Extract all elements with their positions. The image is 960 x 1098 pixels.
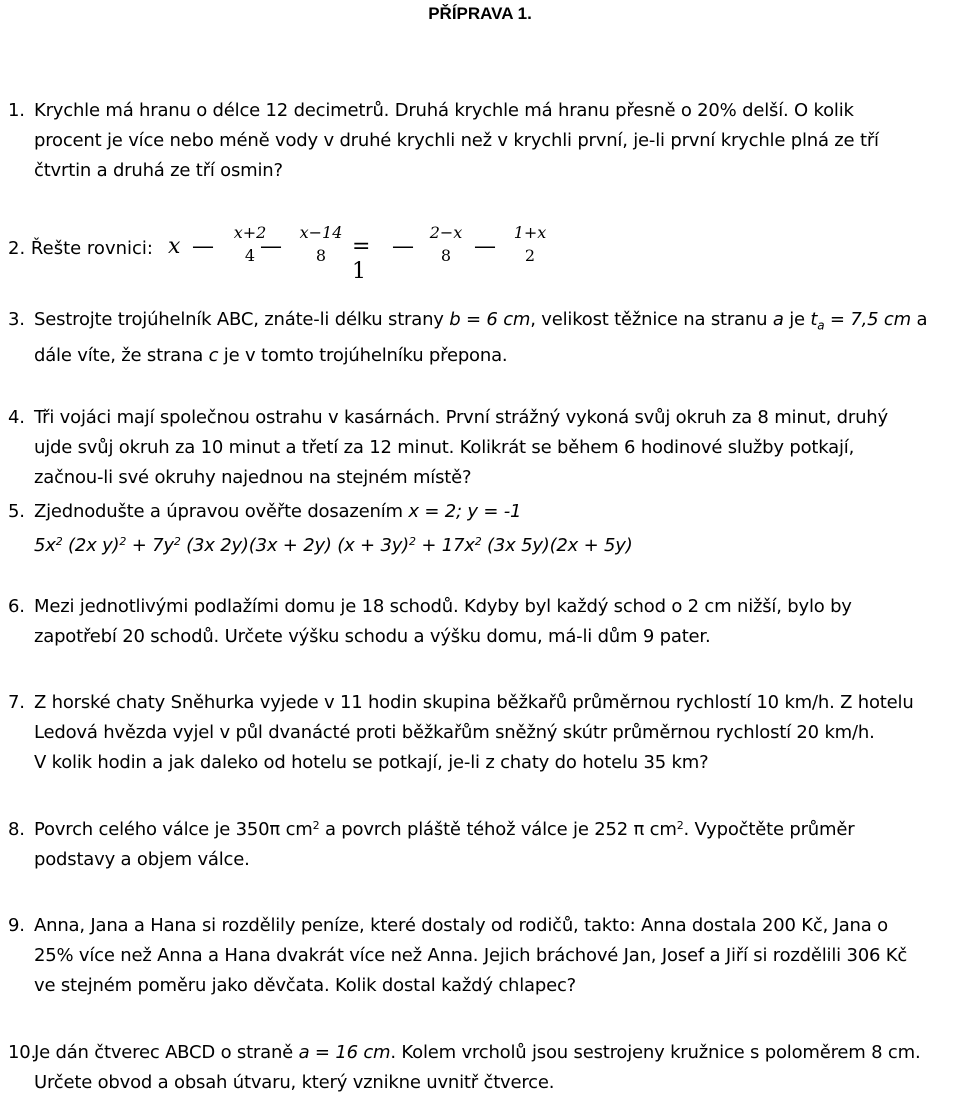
problem-text: začnou-li své okruhy najednou na stejném místě? — [34, 467, 472, 488]
problem-text: ve stejném poměru jako děvčata. Kolik dostal každý chlapec? — [34, 975, 576, 996]
problem-text: procent je více nebo méně vody v druhé krychli než v krychli první, je-li první krychle plná ze tří — [34, 130, 879, 151]
problem-text: Určete obvod a obsah útvaru, který vznikne uvnitř čtverce. — [34, 1072, 555, 1093]
math-variable: t — [810, 309, 818, 330]
problem-text: je v tomto trojúhelníku přepona. — [218, 344, 508, 366]
problem-text: a povrch pláště téhož válce je 252 π cm — [319, 819, 677, 840]
problem-number: 10. — [8, 1042, 37, 1063]
problem-text: Ledová hvězda vyjel v půl dvanácté proti běžkařům sněžný skútr průměrnou rychlostí 20 km/h. — [34, 722, 875, 743]
problem-number: 1. — [8, 100, 25, 121]
math-value: = 7,5 cm — [824, 309, 911, 330]
superscript: 2 — [312, 819, 320, 832]
problem-number: 6. — [8, 596, 25, 617]
problem-7 — [8, 688, 956, 778]
problem-text: je — [783, 309, 811, 330]
problem-2-label: 2. Řešte rovnici: — [8, 238, 153, 259]
math-value: a = 16 cm — [298, 1042, 391, 1063]
math-variable: a — [772, 309, 784, 330]
problem-text: Z horské chaty Sněhurka vyjede v 11 hodin skupina běžkařů průměrnou rychlostí 10 km/h. Z hotelu — [34, 692, 914, 713]
problem-text: 25% více než Anna a Hana dvakrát více než Anna. Jejich bráchové Jan, Josef a Jiří si rozdělili 306 Kč — [34, 945, 908, 966]
problem-text: Tři vojáci mají společnou ostrahu v kasárnách. První strážný vykoná svůj okruh za 8 minut, druhý — [34, 407, 888, 428]
eq-minus: — — [260, 234, 282, 259]
math-subscript: a — [817, 318, 825, 333]
problem-1 — [8, 96, 956, 186]
fraction-2: x−14 8 — [299, 223, 343, 265]
problem-number: 7. — [8, 692, 25, 713]
problem-3 — [8, 305, 956, 371]
eq-minus: — — [392, 234, 414, 259]
superscript: 2 — [676, 819, 684, 832]
problem-text: čtvrtin a druhá ze tří osmin? — [34, 160, 283, 181]
problem-6 — [8, 592, 956, 652]
problem-9 — [8, 911, 956, 1001]
problem-text: Mezi jednotlivými podlažími domu je 18 schodů. Kdyby byl každý schod o 2 cm nižší, bylo by — [34, 596, 852, 617]
fraction-3: 2−x 8 — [429, 223, 463, 265]
eq-minus: — — [192, 234, 214, 259]
problem-10 — [8, 1038, 956, 1098]
problem-5 — [8, 497, 956, 561]
fraction-4: 1+x 2 — [513, 223, 547, 265]
problem-4 — [8, 403, 956, 493]
problem-number: 4. — [8, 407, 25, 428]
problem-text: . Vypočtěte průměr — [683, 819, 855, 840]
math-variable: c — [208, 344, 219, 366]
problem-text: , velikost těžnice na stranu — [530, 309, 773, 330]
problem-text: a — [910, 309, 928, 330]
problem-text: Zjednodušte a úpravou ověřte dosazením — [34, 501, 409, 522]
problem-number: 3. — [8, 309, 25, 330]
problem-text: Krychle má hranu o délce 12 decimetrů. Druhá krychle má hranu přesně o 20% delší. O kolik — [34, 100, 854, 121]
polynomial-expression: $5x^2$ (2x $y)^2 + 7y^2$ (3x 2y)(3x + 2y) $(x + 3y)^2 + 17x^2$ (3x 5y)(2x + 5y) — [34, 535, 633, 556]
problem-text: . Kolem vrcholů jsou sestrojeny kružnice s poloměrem 8 cm. — [390, 1042, 921, 1063]
problem-number: 8. — [8, 819, 25, 840]
problem-text: V kolik hodin a jak daleko od hotelu se potkají, je-li z chaty do hotelu 35 km? — [34, 752, 709, 773]
problem-text: Sestrojte trojúhelník ABC, znáte-li délku strany — [34, 309, 450, 330]
problem-text: Povrch celého válce je 350π cm — [34, 819, 313, 840]
problem-number: 5. — [8, 501, 25, 522]
problem-text: dále víte, že strana — [34, 344, 209, 366]
problem-text: podstavy a objem válce. — [34, 849, 250, 870]
eq-minus: — — [474, 234, 496, 259]
problem-text: ujde svůj okruh za 10 minut a třetí za 12 minut. Kolikrát se během 6 hodinové služby potkají, — [34, 437, 855, 458]
problem-8 — [8, 815, 956, 875]
problem-text: zapotřebí 20 schodů. Určete výšku schodu a výšku domu, má-li dům 9 pater. — [34, 626, 711, 647]
problem-text: Anna, Jana a Hana si rozdělily peníze, které dostaly od rodičů, takto: Anna dostala 200 Kč, Jana o — [34, 915, 888, 936]
math-value: b = 6 cm — [449, 309, 531, 330]
eq-x: x — [168, 234, 181, 259]
problem-text: Je dán čtverec ABCD o straně — [34, 1042, 299, 1063]
fraction-1: x+2 4 — [233, 223, 267, 265]
math-value: x = 2; y = -1 — [408, 501, 522, 522]
problem-number: 9. — [8, 915, 25, 936]
page-title: PŘÍPRAVA 1. — [428, 4, 532, 23]
eq-equals: = 1 — [352, 234, 371, 284]
